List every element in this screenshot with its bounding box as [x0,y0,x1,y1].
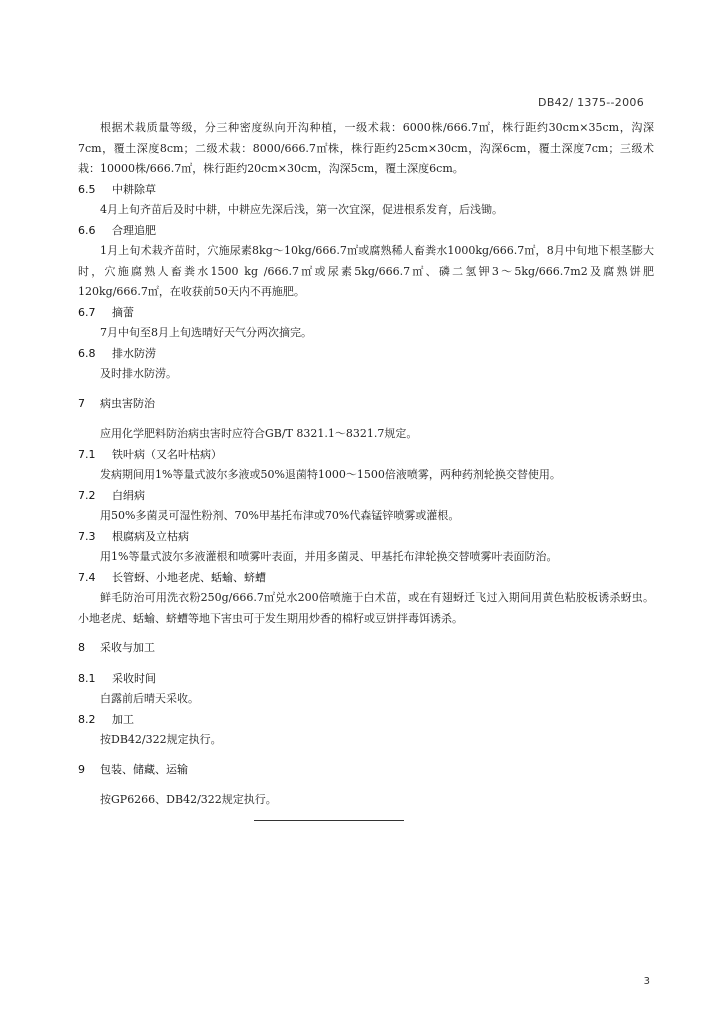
heading-6-5 [78,180,654,201]
heading-number: 7.1 [78,447,96,461]
heading-7-1 [78,445,654,466]
paragraph-pest-control-general: 应用化学肥料防治病虫害时应符合GB/T 8321.1～8321.7规定。 [100,427,418,440]
heading-number: 6.5 [78,182,96,196]
paragraph-leaf-blight: 发病期间用1%等量式波尔多液或50%退菌特1000～1500倍液喷雾，两种药剂轮换交替使用。 [100,468,561,481]
heading-title: 铁叶病（又名叶枯病） [112,447,222,461]
paragraph-insects: 鲜毛防治可用洗衣粉250g/666.7㎡兑水200倍喷施于白术苗，或在有翅蚜迁飞过入期间用黄色粘胶板诱杀蚜虫。小地老虎、蛞蝓、蛴螬等地下害虫可于发生期用炒香的棉籽或豆饼拌毒饵诱杀。 [78,591,654,625]
heading-title: 长管蚜、小地老虎、蛞蝓、蛴螬 [112,570,266,584]
heading-title: 中耕除草 [112,182,156,196]
heading-title: 摘蕾 [112,305,134,319]
heading-number: 6.8 [78,346,96,360]
paragraph-planting-density: 根据术栽质量等级，分三种密度纵向开沟种植，一级术栽：6000株/666.7㎡，株行距约30cm×35cm，沟深7cm，覆土深度8cm；二级术栽：8000/666.7㎡株，株行距约25cm×30cm，沟深6cm，覆土深度7cm；三级术栽：10000株/666.7㎡，株行距约20cm×30cm，沟深5cm，覆土深度6cm。 [78,121,654,175]
heading-6-7 [78,303,654,324]
heading-title: 病虫害防治 [100,396,155,410]
document-code-header: DB42/ 1375--2006 [538,96,644,109]
heading-9 [78,760,654,781]
heading-number: 7.4 [78,570,96,584]
heading-7-3 [78,527,654,548]
heading-title: 白绢病 [112,488,145,502]
heading-6-6 [78,221,654,242]
heading-8 [78,638,654,659]
paragraph-bud-removal: 7月中旬至8月上旬选晴好天气分两次摘完。 [100,326,312,339]
paragraph-drainage: 及时排水防涝。 [100,367,177,380]
heading-8-2 [78,710,654,731]
paragraph-root-rot: 用1%等量式波尔多液灌根和喷雾叶表面，并用多菌灵、甲基托布津轮换交替喷雾叶表面防治。 [100,550,558,563]
heading-number: 8.1 [78,671,96,685]
heading-title: 包装、储藏、运输 [100,762,188,776]
heading-7-4 [78,568,654,589]
paragraph-processing: 按DB42/322规定执行。 [100,733,222,746]
paragraph-harvest-time: 白露前后晴天采收。 [100,692,199,705]
heading-title: 加工 [112,712,134,726]
heading-title: 排水防涝 [112,346,156,360]
heading-number: 7.3 [78,529,96,543]
document-body [78,118,654,811]
heading-7-2 [78,486,654,507]
heading-7 [78,394,654,415]
paragraph-southern-blight: 用50%多菌灵可湿性粉剂、70%甲基托布津或70%代森锰锌喷雾或灌根。 [100,509,460,522]
heading-number: 8.2 [78,712,96,726]
heading-title: 采收时间 [112,671,156,685]
heading-6-8 [78,344,654,365]
heading-title: 合理追肥 [112,223,156,237]
heading-title: 根腐病及立枯病 [112,529,189,543]
paragraph-fertilizing: 1月上旬术栽齐苗时，穴施尿素8kg～10kg/666.7㎡或腐熟稀人畜粪水1000kg/666.7㎡，8月中旬地下根茎膨大时，穴施腐熟人畜粪水1500 kg /666.7㎡或尿素5kg/666.7㎡、磷二氢钾3～5kg/666.7m2及腐熟饼肥120kg/666.7㎡，在收获前50天内不再施肥。 [78,244,654,298]
page-number: 3 [643,976,650,987]
heading-number: 7 [78,396,85,410]
heading-number: 6.6 [78,223,96,237]
heading-title: 采收与加工 [100,641,155,654]
paragraph-packaging: 按GP6266、DB42/322规定执行。 [100,793,277,806]
paragraph-weeding: 4月上旬齐苗后及时中耕，中耕应先深后浅，第一次宜深，促进根系发育，后浅锄。 [100,203,503,216]
end-of-document-rule [254,820,404,821]
heading-number: 6.7 [78,305,96,319]
heading-number: 7.2 [78,488,96,502]
heading-8-1 [78,669,654,690]
heading-number: 8 [78,641,85,654]
heading-number: 9 [78,762,85,776]
